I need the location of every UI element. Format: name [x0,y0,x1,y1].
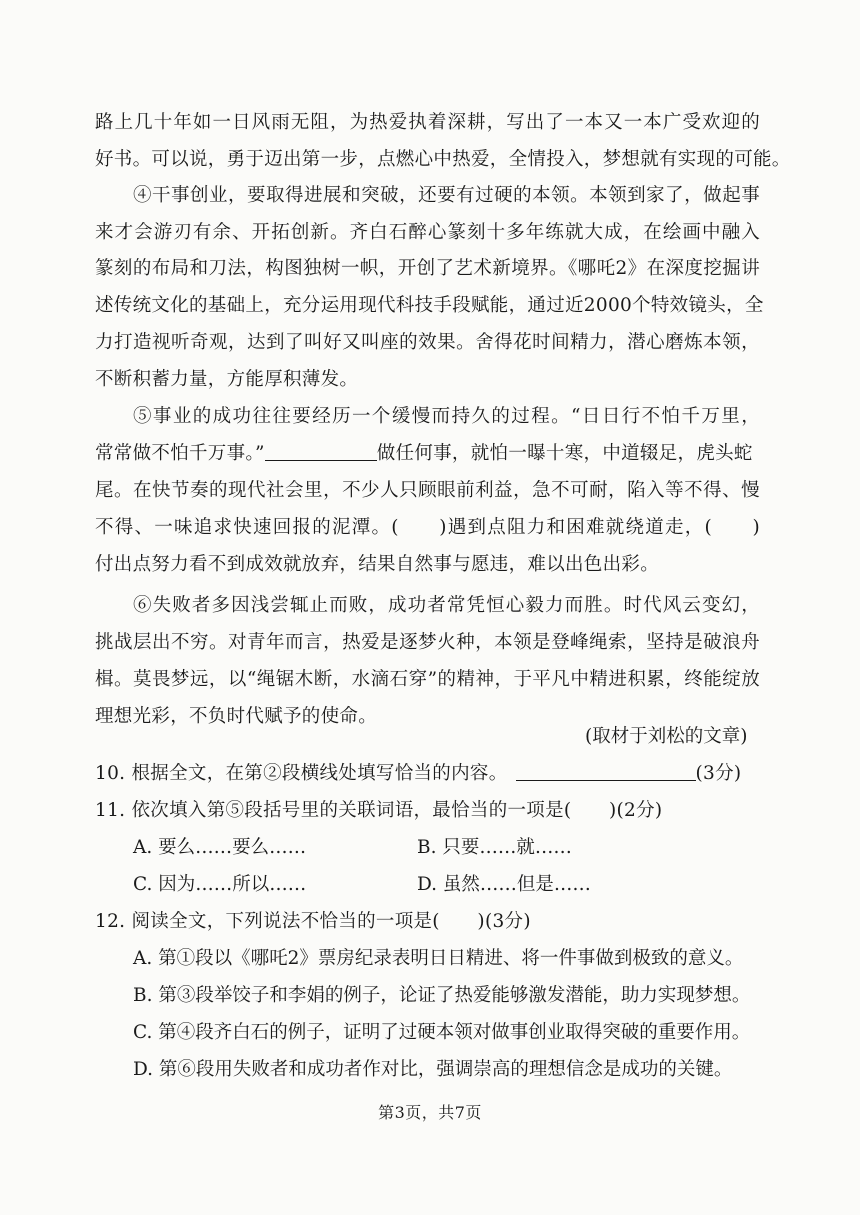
question-10 [95,762,765,786]
paragraph-6-line-1: ⑥失败者多因浅尝辄止而败，成功者常凭恒心毅力而胜。时代风云变幻， [133,595,760,616]
paragraph-5-line-1: ⑤事业的成功往往要经历一个缓慢而持久的过程。“日日行不怕千万里， [133,406,760,427]
paragraph-5-line-2-end: 做任何事，就怕一曝十寒，中道辍足，虎头蛇 [376,443,753,464]
paragraph-4-line-6: 不断积蓄力量，方能厚积薄发。 [95,369,359,390]
question-12: 12. 阅读全文，下列说法不恰当的一项是( )(3分) [95,911,531,932]
source-attribution: (取材于刘松的文章) [585,726,748,747]
paragraph-5-line-4: 不得、一味追求快速回报的泥潭。( )遇到点阻力和困难就绕道走，( ) [95,517,760,538]
question-12-option-b[interactable]: B. 第③段举饺子和李娟的例子，论证了热爱能够激发潜能，助力实现梦想。 [133,985,751,1006]
paragraph-6-line-3: 楫。莫畏梦远，以“绳锯木断，水滴石穿”的精神，于平凡中精进积累，终能绽放 [95,669,760,690]
question-11-option-d[interactable]: D. 虽然……但是…… [417,874,591,895]
question-12-option-d[interactable]: D. 第⑥段用失败者和成功者作对比，强调崇高的理想信念是成功的关键。 [133,1059,733,1080]
page-number-footer: 第3页，共7页 [378,1103,482,1122]
question-11-option-b[interactable]: B. 只要……就…… [417,837,572,858]
paragraph-4-line-3: 篆刻的布局和刀法，构图独树一帜，开创了艺术新境界。《哪吒2》在深度挖掘讲 [95,258,760,279]
paragraph-2-fill-blank [265,442,377,461]
paragraph-5-line-2-start: 常常做不怕千万事。” [95,443,265,464]
question-12-option-c[interactable]: C. 第④段齐白石的例子，证明了过硬本领对做事创业取得突破的重要作用。 [133,1022,751,1043]
paragraph-4-line-4: 述传统文化的基础上，充分运用现代科技手段赋能，通过近2000个特效镜头，全 [95,295,764,316]
paragraph-4-line-2: 来才会游刃有余、开拓创新。齐白石醉心篆刻十多年练就大成，在绘画中融入 [95,222,760,243]
question-11-option-a[interactable]: A. 要么……要么…… [133,837,307,858]
question-11: 11. 依次填入第⑤段括号里的关联词语，最恰当的一项是( )(2分) [95,800,663,821]
paragraph-4-line-5: 力打造视听奇观，达到了叫好又叫座的效果。舍得花时间精力，潜心磨炼本领， [95,332,760,353]
question-12-option-a[interactable]: A. 第①段以《哪吒2》票房纪录表明日日精进、将一件事做到极致的意义。 [133,948,744,969]
paragraph-5-line-5: 付出点努力看不到成效就放弃，结果自然事与愿违，难以出色出彩。 [95,554,660,575]
question-10-answer-line[interactable] [516,762,696,781]
paragraph-4-line-1: ④干事创业，要取得进展和突破，还要有过硬的本领。本领到家了，做起事 [133,185,760,206]
paragraph-5-line-2 [95,442,760,466]
question-10-text: 10. 根据全文，在第②段横线处填写恰当的内容。 [95,763,508,784]
question-11-option-c[interactable]: C. 因为……所以…… [133,874,307,895]
paragraph-6-line-4: 理想光彩，不负时代赋予的使命。 [95,706,378,727]
paragraph-3-line-1: 路上几十年如一日风雨无阻，为热爱执着深耕，写出了一本又一本广受欢迎的 [95,112,760,133]
paragraph-6-line-2: 挑战层出不穷。对青年而言，热爱是逐梦火种，本领是登峰绳索，坚持是破浪舟 [95,632,760,653]
paragraph-5-line-3: 尾。在快节奏的现代社会里，不少人只顾眼前利益，急不可耐，陷入等不得、慢 [95,480,760,501]
paragraph-3-line-2: 好书。可以说，勇于迈出第一步，点燃心中热爱，全情投入，梦想就有实现的可能。 [95,149,791,170]
question-10-score: (3分) [695,763,742,784]
